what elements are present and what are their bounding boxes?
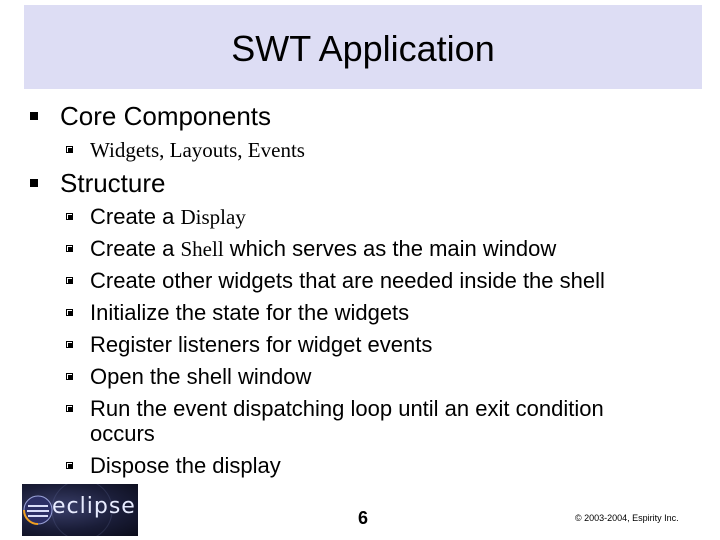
- hollow-square-bullet-icon: [66, 462, 73, 469]
- eclipse-logo: [22, 484, 138, 536]
- logo-text: eclipse: [52, 494, 136, 519]
- item-text: Register listeners for widget events: [90, 332, 433, 357]
- copyright-text: © 2003-2004, Espirity Inc.: [575, 513, 679, 523]
- item-text: Initialize the state for the widgets: [90, 300, 410, 325]
- item-text: [90, 236, 670, 262]
- hollow-square-bullet-icon: [66, 405, 73, 412]
- code-term: Shell: [180, 237, 224, 261]
- text-part: Create a: [90, 236, 181, 261]
- item-text: Run the event dispatching loop until an exit condition occurs: [90, 396, 604, 446]
- code-term: Display: [180, 205, 246, 229]
- hollow-square-bullet-icon: [66, 146, 73, 153]
- text-part: which serves as the main window: [223, 236, 557, 261]
- item-text: Create other widgets that are needed inside the shell: [90, 268, 605, 293]
- square-bullet-icon: [30, 112, 38, 120]
- item-text: [90, 204, 670, 230]
- hollow-square-bullet-icon: [66, 213, 73, 220]
- hollow-square-bullet-icon: [66, 341, 73, 348]
- item-text: [90, 137, 670, 163]
- section-heading: Structure: [60, 168, 166, 198]
- section-heading: Core Components: [60, 101, 271, 131]
- title-bar: [24, 5, 702, 89]
- item-text: Open the shell window: [90, 364, 312, 389]
- page-number: 6: [358, 508, 369, 528]
- square-bullet-icon: [30, 179, 38, 187]
- text-part: Create a: [90, 204, 181, 229]
- hollow-square-bullet-icon: [66, 373, 73, 380]
- item-text: Dispose the display: [90, 453, 281, 478]
- hollow-square-bullet-icon: [66, 245, 73, 252]
- serif-text: Widgets, Layouts, Events: [90, 138, 305, 162]
- slide-title: SWT Application: [231, 28, 495, 69]
- hollow-square-bullet-icon: [66, 309, 73, 316]
- hollow-square-bullet-icon: [66, 277, 73, 284]
